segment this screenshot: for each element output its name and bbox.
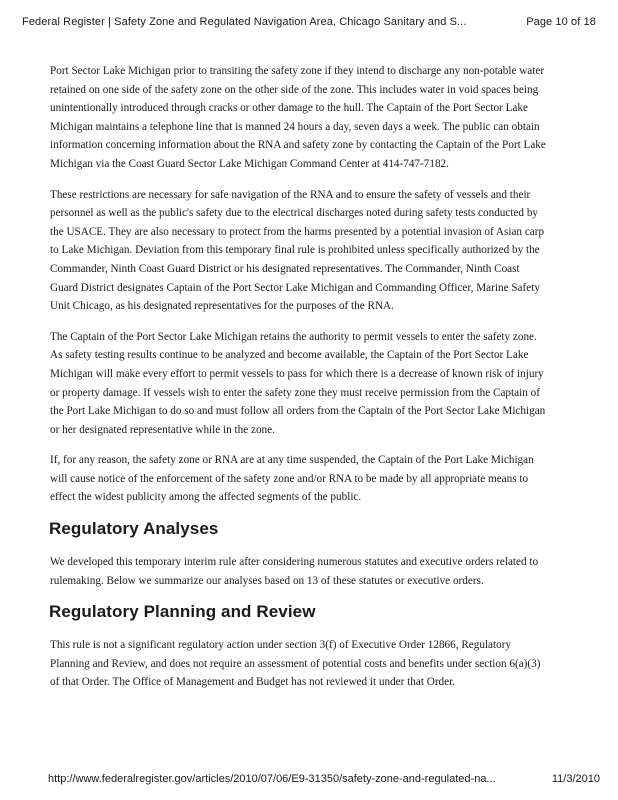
header-title: Federal Register | Safety Zone and Regulated Navigation Area, Chicago Sanitary and S... xyxy=(22,16,467,28)
paragraph-authority: The Captain of the Port Sector Lake Michigan retains the authority to permit vessels to enter the safety zone. As safety testing results continue to be analyzed and become available, the Captain of the Port Sector Lake Michigan will make every effort to permit vessels to pass for which there is a decrease of known risk of injury or property damage. If vessels wish to enter the safety zone they must receive permission from the Captain of the Port Lake Michigan to do so and must follow all orders from the Captain of the Port Sector Lake Michigan or her designated representative while in the zone. xyxy=(50,330,546,436)
paragraph-analyses: We developed this temporary interim rule after considering numerous statutes and executive orders related to rulemaking. Below we summarize our analyses based on 13 of these statutes or executive orders. xyxy=(50,556,539,587)
page-header xyxy=(22,16,596,28)
heading-regulatory-planning: Regulatory Planning and Review xyxy=(49,602,316,622)
heading-regulatory-analyses: Regulatory Analyses xyxy=(49,519,219,539)
footer-date: 11/3/2010 xyxy=(551,773,600,785)
footer-url[interactable]: http://www.federalregister.gov/articles/2010/07/06/E9-31350/safety-zone-and-regulated-na... xyxy=(48,773,496,785)
page-footer xyxy=(48,773,600,785)
paragraph-suspension: If, for any reason, the safety zone or RNA are at any time suspended, the Captain of the Port Lake Michigan will cause notice of the enforcement of the safety zone and/or RNA to be made by all appropriate means to effect the widest publicity among the affected segments of the public. xyxy=(50,454,534,504)
header-page-number: Page 10 of 18 xyxy=(526,16,596,28)
paragraph-planning: This rule is not a significant regulatory action under section 3(f) of Executive Order 12866, Regulatory Planning and Review, and does not require an assessment of potential costs and benefits under section 6(a)(3) of that Order. The Office of Management and Budget has not reviewed it under that Order. xyxy=(50,639,541,689)
paragraph-discharge: Port Sector Lake Michigan prior to transiting the safety zone if they intend to discharge any non-potable water retained on one side of the safety zone on the other side of the zone. This includes water in void spaces being unintentionally introduced through cracks or other damage to the hull. The Captain of the Port Sector Lake Michigan maintains a telephone line that is manned 24 hours a day, seven days a week. The public can obtain information concerning information about the RNA and safety zone by contacting the Captain of the Port Lake Michigan via the Coast Guard Sector Lake Michigan Command Center at 414-747-7182. xyxy=(50,65,546,170)
paragraph-restrictions: These restrictions are necessary for safe navigation of the RNA and to ensure the safety of vessels and their personnel as well as the public's safety due to the electrical discharges noted during safety tests conducted by the USACE. They are also necessary to protect from the harms presented by a potential invasion of Asian carp to Lake Michigan. Deviation from this temporary final rule is prohibited unless specifically authorized by the Commander, Ninth Coast Guard District or his designated representatives. The Commander, Ninth Coast Guard District designates Captain of the Port Sector Lake Michigan and Commanding Officer, Marine Safety Unit Chicago, as his designated representatives for the purposes of the RNA. xyxy=(50,188,545,313)
document-body xyxy=(50,62,550,704)
